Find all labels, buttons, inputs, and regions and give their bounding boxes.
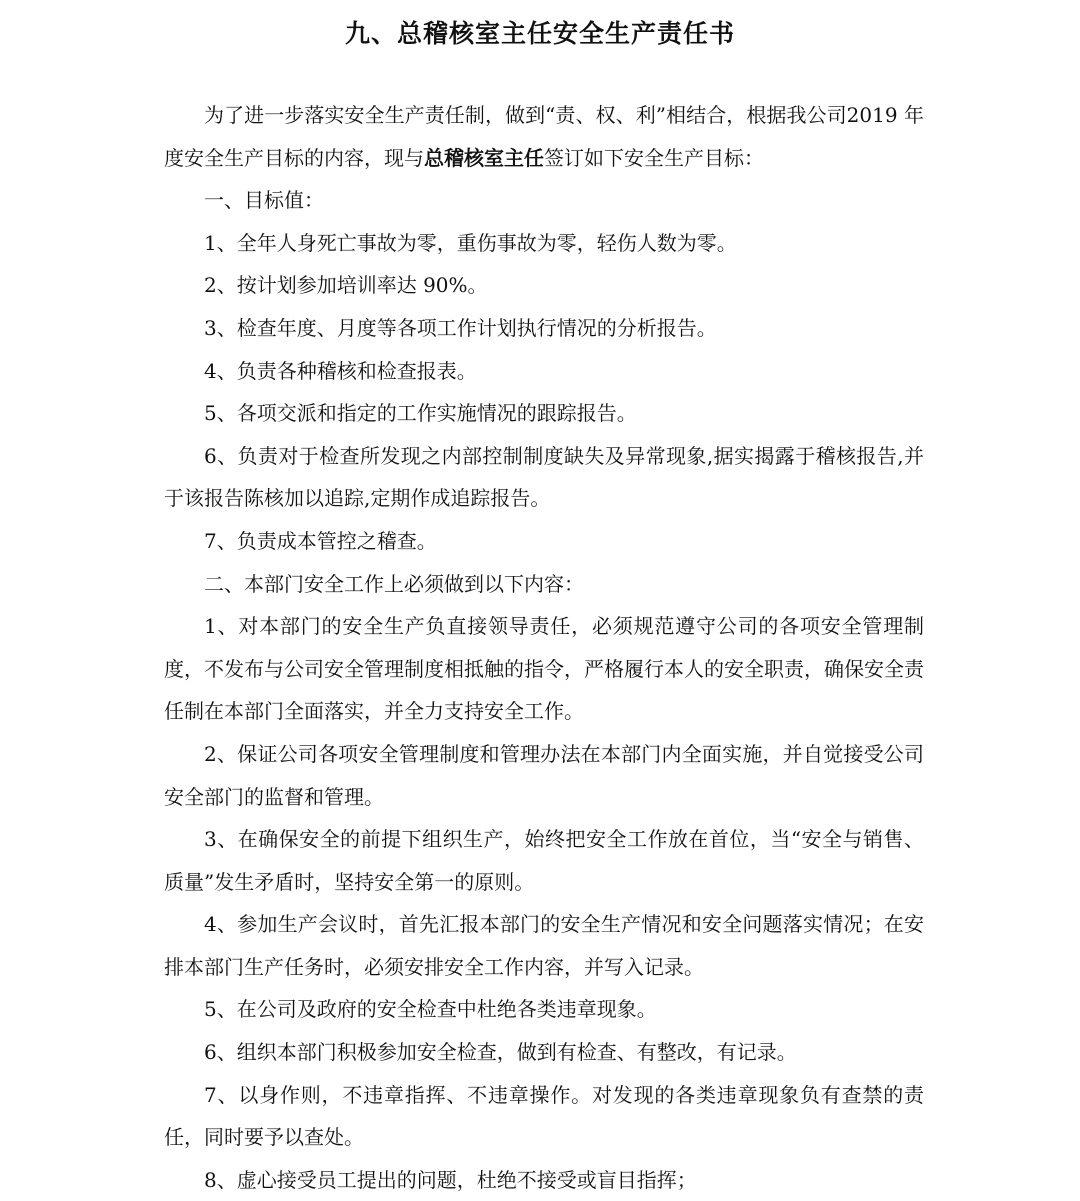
section1-item-7: 7、负责成本管控之稽查。 — [204, 528, 437, 553]
section2-item-4: 4、参加生产会议时，首先汇报本部门的安全生产情况和安全问题落实情况；在安排本部门生产任务时，必须安排安全工作内容，并写入记录。 — [164, 912, 924, 979]
section2-item-5: 5、在公司及政府的安全检查中杜绝各类违章现象。 — [204, 997, 657, 1022]
section2-item-7: 7、以身作则，不违章指挥、不违章操作。对发现的各类违章现象负有查禁的责任，同时要予以查处。 — [164, 1082, 924, 1150]
section2-item-1: 1、对本部门的安全生产负直接领导责任，必须规范遵守公司的各项安全管理制度，不发布与公司安全管理制度相抵触的指令，严格履行本人的安全职责，确保安全责任制在本部门全面落实，并全力支持安全工作。 — [164, 614, 924, 724]
section2-item-3: 3、在确保安全的前提下组织生产，始终把安全工作放在首位，当“安全与销售、质量”发生矛盾时，坚持安全第一的原则。 — [164, 827, 924, 894]
section1-item-1: 1、全年人身死亡事故为零，重伤事故为零，轻伤人数为零。 — [204, 230, 737, 255]
section1-item-2: 2、按计划参加培训率达 90%。 — [204, 273, 488, 298]
document-body — [164, 94, 924, 1201]
intro-paragraph — [164, 94, 924, 179]
section2-item-2: 2、保证公司各项安全管理制度和管理办法在本部门内全面实施，并自觉接受公司安全部门的监督和管理。 — [164, 741, 924, 809]
intro-text-after: 签订如下安全生产目标： — [544, 145, 764, 170]
section1-item-4: 4、负责各种稽核和检查报表。 — [204, 358, 477, 383]
section1-item-3: 3、检查年度、月度等各项工作计划执行情况的分析报告。 — [204, 315, 717, 340]
intro-bold-role: 总稽核室主任 — [424, 145, 544, 170]
section2-item-6: 6、组织本部门积极参加安全检查，做到有检查、有整改，有记录。 — [204, 1040, 797, 1065]
section1-heading: 一、目标值： — [204, 188, 324, 213]
section2-item-8: 8、虚心接受员工提出的问题，杜绝不接受或盲目指挥； — [204, 1167, 697, 1192]
section1-item-6: 6、负责对于检查所发现之内部控制制度缺失及异常现象,据实揭露于稽核报告,并于该报告陈核加以追踪,定期作成追踪报告。 — [164, 443, 924, 511]
section1-item-5: 5、各项交派和指定的工作实施情况的跟踪报告。 — [204, 401, 637, 426]
section2-heading: 二、本部门安全工作上必须做到以下内容： — [204, 571, 584, 596]
document-title: 九、总稽核室主任安全生产责任书 — [344, 19, 735, 48]
intro-text-before: 为了进一步落实安全生产责任制，做到“责、权、利”相结合，根据我公司2019 年度安全生产目标的内容，现与 — [164, 103, 924, 170]
